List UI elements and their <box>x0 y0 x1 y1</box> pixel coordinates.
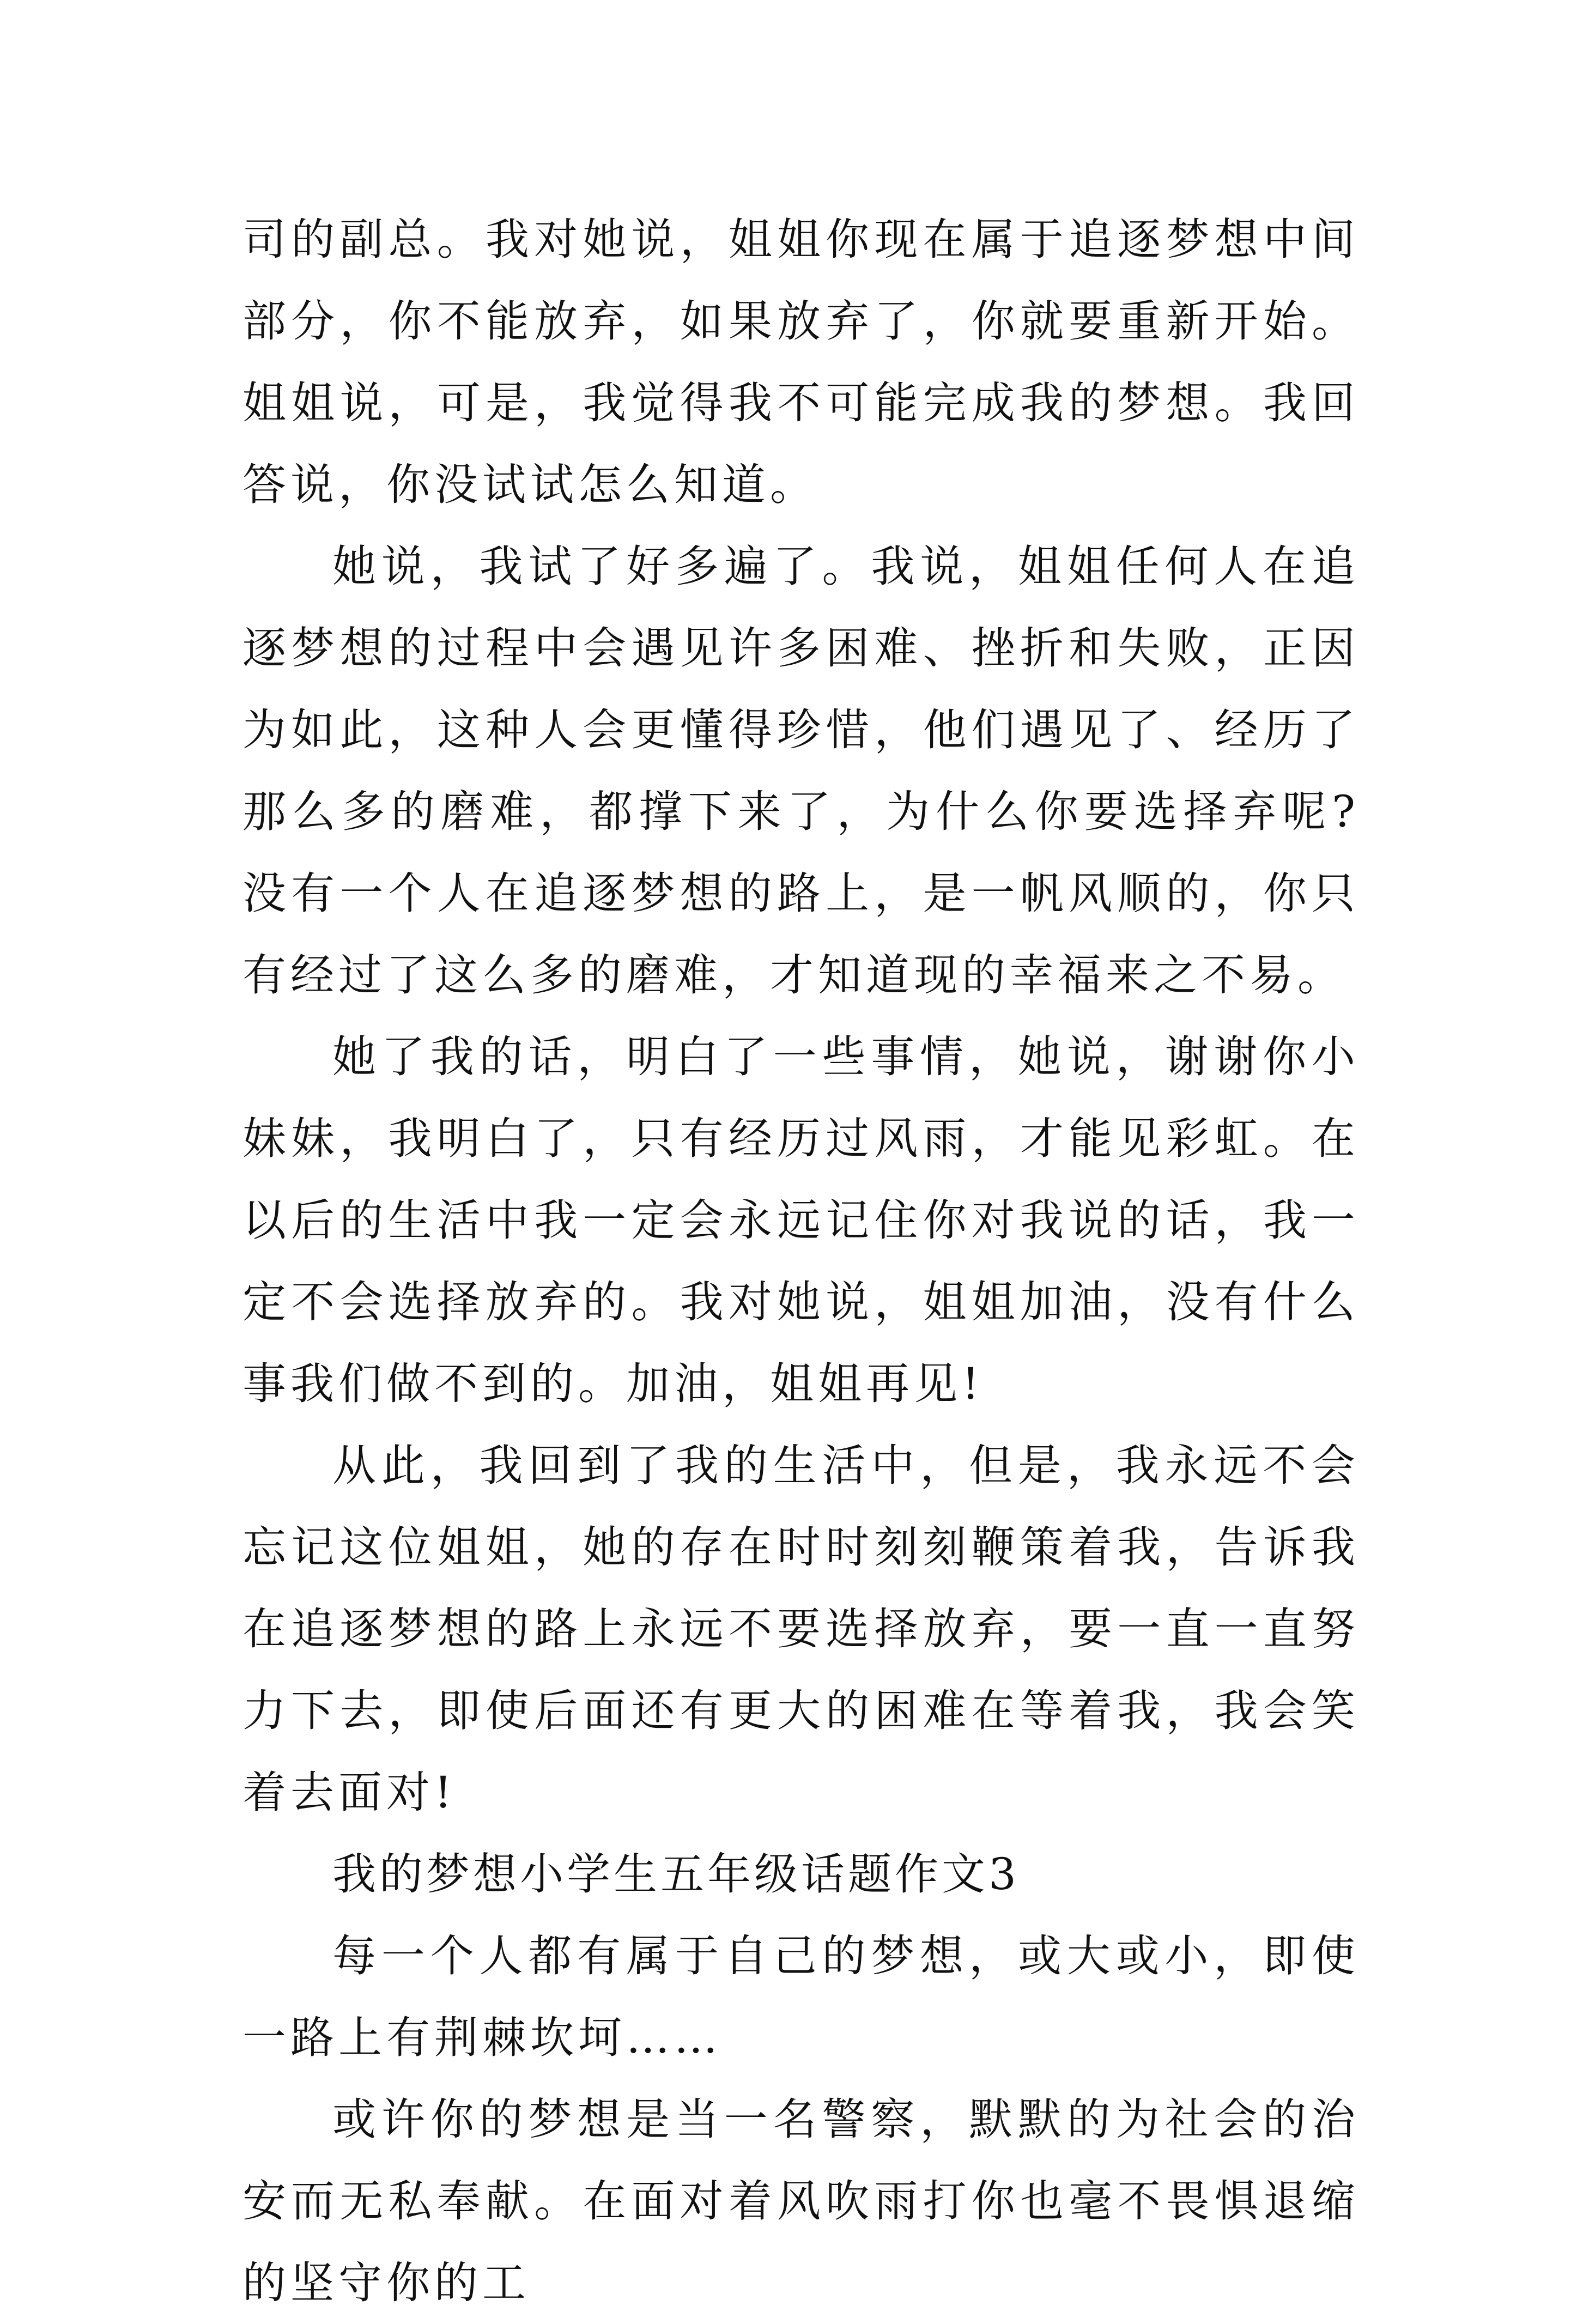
paragraph-6: 或许你的梦想是当一名警察，默默的为社会的治安而无私奉献。在面对着风吹雨打你也毫不畏惧退缩的坚守你的工 <box>242 2094 1360 2308</box>
paragraph-2: 她说，我试了好多遍了。我说，姐姐任何人在追逐梦想的过程中会遇见许多困难、挫折和失败，正因为如此，这种人会更懂得珍惜，他们遇见了、经历了那么多的磨难，都撑下来了，为什么你要选择弃呢?没有一个人在追逐梦想的路上，是一帆风顺的，你只有经过了这么多的磨难，才知道现的幸福来之不易。 <box>242 541 1360 1000</box>
body-text <box>242 199 1360 2324</box>
paragraph-5: 每一个人都有属于自己的梦想，或大或小，即使一路上有荆棘坎坷…… <box>242 1931 1360 2063</box>
paragraph-4: 从此，我回到了我的生活中，但是，我永远不会忘记这位姐姐，她的存在时时刻刻鞭策着我，告诉我在追逐梦想的路上永远不要选择放弃，要一直一直努力下去，即使后面还有更大的困难在等着我，我会笑着去面对! <box>242 1440 1360 1818</box>
paragraph-1: 司的副总。我对她说，姐姐你现在属于追逐梦想中间部分，你不能放弃，如果放弃了，你就要重新开始。姐姐说，可是，我觉得我不可能完成我的梦想。我回答说，你没试试怎么知道。 <box>242 214 1360 510</box>
section-heading: 我的梦想小学生五年级话题作文3 <box>332 1849 1020 1900</box>
paragraph-3: 她了我的话，明白了一些事情，她说，谢谢你小妹妹，我明白了，只有经历过风雨，才能见彩虹。在以后的生活中我一定会永远记住你对我说的话，我一定不会选择放弃的。我对她说，姐姐加油，没有什么事我们做不到的。加油，姐姐再见! <box>242 1031 1360 1409</box>
